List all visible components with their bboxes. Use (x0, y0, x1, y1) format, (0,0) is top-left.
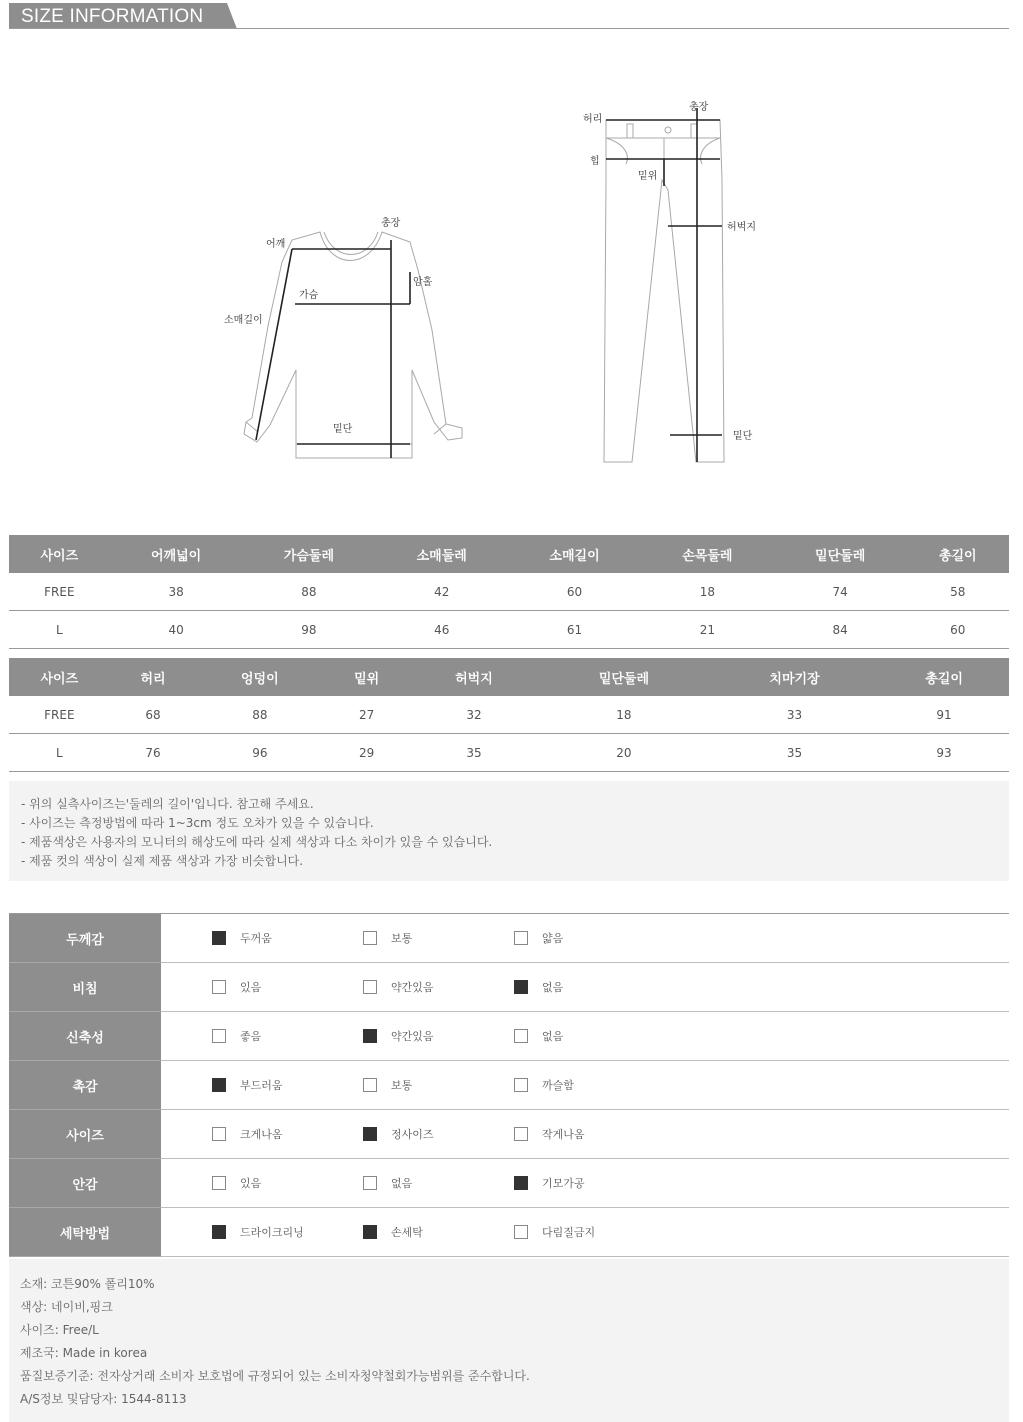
feel-label: 신축성 (9, 1012, 161, 1061)
table-cell: 58 (907, 573, 1009, 611)
table-cell: FREE (9, 696, 110, 734)
table-cell: 27 (323, 696, 410, 734)
unchecked-box-icon (212, 1176, 226, 1190)
feel-option-label: 크게나옴 (240, 1128, 283, 1141)
garment-illustration (0, 30, 1023, 530)
table-cell: 76 (110, 734, 197, 772)
checked-box-icon (212, 931, 226, 945)
unchecked-box-icon (514, 1029, 528, 1043)
table-row (9, 611, 1009, 649)
table-cell: 91 (879, 696, 1009, 734)
table-cell: 35 (410, 734, 538, 772)
feel-label: 사이즈 (9, 1110, 161, 1159)
feel-option (514, 979, 665, 995)
table-cell: 29 (323, 734, 410, 772)
table-cell: L (9, 734, 110, 772)
unchecked-box-icon (514, 1225, 528, 1239)
feel-row (9, 1159, 1009, 1208)
top-size-header: 소매둘레 (375, 535, 508, 573)
feel-option (212, 1126, 363, 1142)
feel-option-label: 있음 (240, 981, 262, 994)
feel-option (212, 979, 363, 995)
bottom-size-table (9, 658, 1009, 772)
feel-row (9, 1012, 1009, 1061)
feel-option-label: 두꺼움 (240, 932, 272, 945)
table-row (9, 573, 1009, 611)
table-cell: 74 (774, 573, 907, 611)
info-line: 사이즈: Free/L (20, 1323, 99, 1337)
feel-label: 세탁방법 (9, 1208, 161, 1257)
feel-option-label: 보통 (391, 1079, 413, 1092)
unchecked-box-icon (363, 1078, 377, 1092)
feel-label: 비침 (9, 963, 161, 1012)
table-cell: 96 (196, 734, 323, 772)
feel-row (9, 1208, 1009, 1257)
label-top-length: 총장 (381, 218, 401, 229)
bottom-size-header: 허벅지 (410, 658, 538, 696)
info-line: 품질보증기준: 전자상거래 소비자 보호법에 규정되어 있는 소비자청약철회가능범위를 준수합니다. (20, 1369, 530, 1383)
label-bottom-hem: 밑단 (733, 431, 753, 442)
feel-option (514, 1077, 665, 1093)
table-cell: 60 (508, 573, 641, 611)
note-line: - 위의 실측사이즈는'둘레의 길이'입니다. 참고해 주세요. (21, 797, 314, 811)
feel-option-label: 손세탁 (391, 1226, 423, 1239)
measurement-notes (9, 781, 1009, 881)
table-cell: 93 (879, 734, 1009, 772)
feel-option (514, 930, 665, 946)
pants-measure-lines (606, 108, 722, 462)
feel-option (514, 1126, 665, 1142)
feel-option (363, 930, 514, 946)
feel-options (161, 1012, 1009, 1061)
unchecked-box-icon (363, 980, 377, 994)
feel-option (363, 1126, 514, 1142)
top-size-table (9, 535, 1009, 649)
feel-option-label: 드라이크리닝 (240, 1226, 304, 1239)
table-cell: 42 (375, 573, 508, 611)
table-cell: 46 (375, 611, 508, 649)
unchecked-box-icon (212, 1127, 226, 1141)
label-top-chest: 가슴 (299, 290, 319, 301)
top-size-header: 어깨넓이 (110, 535, 243, 573)
feel-option-label: 부드러움 (240, 1079, 283, 1092)
feel-options (161, 1061, 1009, 1110)
feel-option (363, 1028, 514, 1044)
note-line: - 제품 컷의 색상이 실제 제품 색상과 가장 비슷합니다. (21, 854, 304, 868)
bottom-size-header: 허리 (110, 658, 197, 696)
checked-box-icon (363, 1127, 377, 1141)
unchecked-box-icon (514, 1078, 528, 1092)
top-size-header: 총길이 (907, 535, 1009, 573)
table-cell: FREE (9, 573, 110, 611)
feel-row (9, 1061, 1009, 1110)
feel-option-label: 다림질금지 (542, 1226, 596, 1239)
feel-option-label: 작게나옴 (542, 1128, 585, 1141)
size-diagram (0, 30, 1023, 530)
feel-option-label: 약간있음 (391, 1030, 434, 1043)
feel-options (161, 1110, 1009, 1159)
info-line: A/S정보 및담당자: 1544-8113 (20, 1392, 187, 1406)
top-size-header: 밑단둘레 (774, 535, 907, 573)
info-line: 제조국: Made in korea (20, 1346, 148, 1360)
label-top-sleeve: 소매길이 (224, 315, 263, 326)
section-header (9, 0, 1009, 30)
table-cell: 60 (907, 611, 1009, 649)
unchecked-box-icon (212, 1029, 226, 1043)
feel-label: 촉감 (9, 1061, 161, 1110)
header-divider (9, 28, 1009, 29)
table-cell: L (9, 611, 110, 649)
feel-option (212, 1077, 363, 1093)
top-size-header: 사이즈 (9, 535, 110, 573)
feel-option-label: 얇음 (542, 932, 564, 945)
note-line: - 사이즈는 측정방법에 따라 1~3cm 정도 오차가 있을 수 있습니다. (21, 816, 374, 830)
label-top-hem: 밑단 (333, 424, 353, 435)
feel-option-label: 있음 (240, 1177, 262, 1190)
top-size-header: 손목둘레 (641, 535, 774, 573)
checked-box-icon (514, 980, 528, 994)
checked-box-icon (363, 1225, 377, 1239)
feel-row (9, 1110, 1009, 1159)
feel-options (161, 1159, 1009, 1208)
table-row (9, 734, 1009, 772)
checked-box-icon (212, 1225, 226, 1239)
feel-option-label: 까슬함 (542, 1079, 574, 1092)
label-bottom-waist: 허리 (583, 114, 603, 125)
bottom-size-header: 밑단둘레 (538, 658, 710, 696)
table-cell: 84 (774, 611, 907, 649)
feel-option (514, 1224, 665, 1240)
bottom-size-header: 엉덩이 (196, 658, 323, 696)
unchecked-box-icon (514, 931, 528, 945)
top-size-header: 가슴둘레 (243, 535, 376, 573)
bottom-size-header-row (9, 658, 1009, 696)
feel-option-label: 정사이즈 (391, 1128, 434, 1141)
feel-row (9, 963, 1009, 1012)
feel-option (514, 1028, 665, 1044)
feel-option (212, 1175, 363, 1191)
table-cell: 18 (538, 696, 710, 734)
table-cell: 61 (508, 611, 641, 649)
feel-option-label: 없음 (542, 981, 564, 994)
feel-option-label: 기모가공 (542, 1177, 585, 1190)
top-size-header: 소매길이 (508, 535, 641, 573)
bottom-size-header: 총길이 (879, 658, 1009, 696)
info-line: 색상: 네이비,핑크 (20, 1300, 113, 1314)
feel-option (212, 1028, 363, 1044)
table-cell: 33 (710, 696, 879, 734)
feel-option (212, 930, 363, 946)
table-cell: 18 (641, 573, 774, 611)
label-top-armhole: 암홀 (413, 277, 433, 288)
feel-option-label: 보통 (391, 932, 413, 945)
note-line: - 제품색상은 사용자의 모니터의 해상도에 따라 실제 색상과 다소 차이가 있을 수 있습니다. (21, 835, 493, 849)
feel-option-label: 없음 (391, 1177, 413, 1190)
feel-option-label: 없음 (542, 1030, 564, 1043)
feel-option-label: 약간있음 (391, 981, 434, 994)
table-row (9, 696, 1009, 734)
fabric-feel-table (9, 913, 1009, 1257)
table-cell: 20 (538, 734, 710, 772)
feel-option (363, 1224, 514, 1240)
top-size-header-row (9, 535, 1009, 573)
feel-options (161, 963, 1009, 1012)
table-cell: 68 (110, 696, 197, 734)
table-cell: 88 (243, 573, 376, 611)
table-cell: 98 (243, 611, 376, 649)
table-cell: 32 (410, 696, 538, 734)
unchecked-box-icon (212, 980, 226, 994)
product-info (9, 1259, 1009, 1422)
unchecked-box-icon (363, 1176, 377, 1190)
sweatshirt-drawing (244, 232, 462, 458)
bottom-size-header: 치마기장 (710, 658, 879, 696)
checked-box-icon (212, 1078, 226, 1092)
feel-options (161, 1208, 1009, 1257)
unchecked-box-icon (514, 1127, 528, 1141)
feel-label: 두께감 (9, 914, 161, 963)
table-cell: 40 (110, 611, 243, 649)
section-title: SIZE INFORMATION (9, 3, 227, 29)
checked-box-icon (363, 1029, 377, 1043)
feel-option-label: 좋음 (240, 1030, 262, 1043)
unchecked-box-icon (363, 931, 377, 945)
table-cell: 21 (641, 611, 774, 649)
table-cell: 38 (110, 573, 243, 611)
label-top-shoulder: 어깨 (266, 239, 286, 250)
bottom-size-header: 사이즈 (9, 658, 110, 696)
feel-option (363, 979, 514, 995)
label-bottom-rise: 밑위 (638, 171, 658, 182)
feel-row (9, 914, 1009, 963)
feel-option (212, 1224, 363, 1240)
bottom-size-header: 밑위 (323, 658, 410, 696)
feel-option (363, 1077, 514, 1093)
label-bottom-thigh: 허벅지 (727, 222, 756, 233)
checked-box-icon (514, 1176, 528, 1190)
info-line: 소재: 코튼90% 폴리10% (20, 1277, 155, 1291)
label-bottom-length: 총장 (689, 102, 709, 113)
feel-option (514, 1175, 665, 1191)
table-cell: 88 (196, 696, 323, 734)
label-bottom-hip: 힙 (590, 156, 600, 167)
feel-option (363, 1175, 514, 1191)
table-cell: 35 (710, 734, 879, 772)
feel-label: 안감 (9, 1159, 161, 1208)
feel-options (161, 914, 1009, 963)
